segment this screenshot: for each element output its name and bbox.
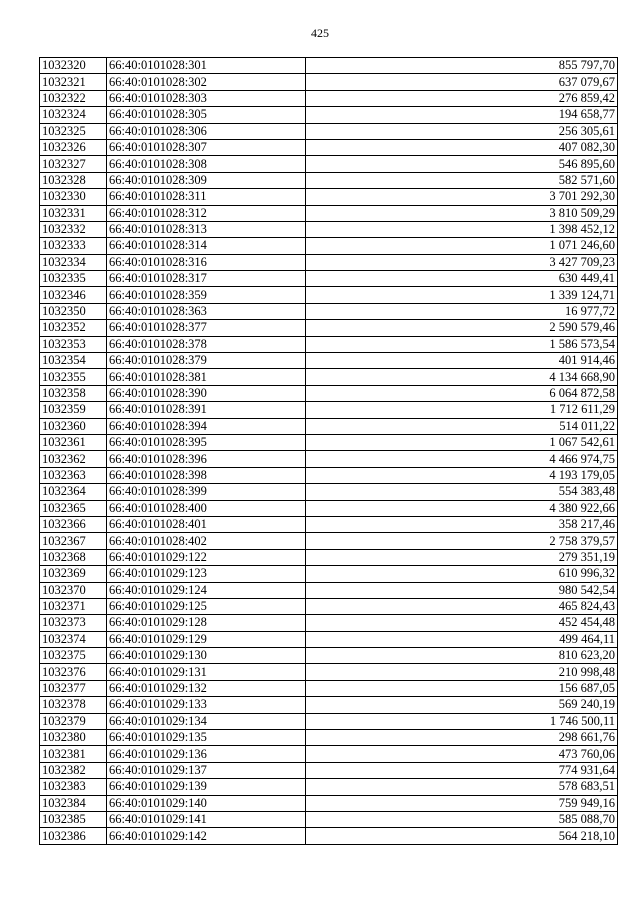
row-number-cell: 1032376 xyxy=(40,664,107,680)
table-row xyxy=(40,697,618,713)
value-cell: 4 134 668,90 xyxy=(306,369,618,385)
value-cell: 4 466 974,75 xyxy=(306,451,618,467)
cadastral-number-cell: 66:40:0101028:316 xyxy=(107,254,306,270)
cadastral-number-cell: 66:40:0101029:125 xyxy=(107,598,306,614)
value-cell: 1 712 611,29 xyxy=(306,402,618,418)
row-number-cell: 1032364 xyxy=(40,484,107,500)
value-cell: 578 683,51 xyxy=(306,779,618,795)
table-row xyxy=(40,730,618,746)
table-row xyxy=(40,566,618,582)
table-row xyxy=(40,402,618,418)
value-cell: 637 079,67 xyxy=(306,74,618,90)
cadastral-number-cell: 66:40:0101028:306 xyxy=(107,123,306,139)
row-number-cell: 1032331 xyxy=(40,205,107,221)
cadastral-number-cell: 66:40:0101028:390 xyxy=(107,385,306,401)
table-row xyxy=(40,533,618,549)
table-row xyxy=(40,615,618,631)
cadastral-number-cell: 66:40:0101028:400 xyxy=(107,500,306,516)
row-number-cell: 1032324 xyxy=(40,107,107,123)
row-number-cell: 1032334 xyxy=(40,254,107,270)
value-cell: 3 427 709,23 xyxy=(306,254,618,270)
cadastral-number-cell: 66:40:0101028:399 xyxy=(107,484,306,500)
value-cell: 407 082,30 xyxy=(306,139,618,155)
row-number-cell: 1032366 xyxy=(40,516,107,532)
table-row xyxy=(40,549,618,565)
row-number-cell: 1032333 xyxy=(40,238,107,254)
row-number-cell: 1032369 xyxy=(40,566,107,582)
table-row xyxy=(40,205,618,221)
table-row xyxy=(40,336,618,352)
cadastral-number-cell: 66:40:0101028:303 xyxy=(107,90,306,106)
value-cell: 610 996,32 xyxy=(306,566,618,582)
table-row xyxy=(40,484,618,500)
table-row xyxy=(40,156,618,172)
value-cell: 401 914,46 xyxy=(306,353,618,369)
table-row xyxy=(40,713,618,729)
table-row xyxy=(40,238,618,254)
cadastral-number-cell: 66:40:0101029:130 xyxy=(107,648,306,664)
row-number-cell: 1032368 xyxy=(40,549,107,565)
table-row xyxy=(40,418,618,434)
value-cell: 6 064 872,58 xyxy=(306,385,618,401)
row-number-cell: 1032346 xyxy=(40,287,107,303)
cadastral-number-cell: 66:40:0101028:359 xyxy=(107,287,306,303)
value-cell: 564 218,10 xyxy=(306,828,618,844)
row-number-cell: 1032380 xyxy=(40,730,107,746)
row-number-cell: 1032362 xyxy=(40,451,107,467)
table-row xyxy=(40,320,618,336)
table-row xyxy=(40,172,618,188)
cadastral-number-cell: 66:40:0101029:129 xyxy=(107,631,306,647)
cadastral-number-cell: 66:40:0101029:137 xyxy=(107,762,306,778)
row-number-cell: 1032384 xyxy=(40,795,107,811)
cadastral-number-cell: 66:40:0101029:123 xyxy=(107,566,306,582)
row-number-cell: 1032370 xyxy=(40,582,107,598)
cadastral-number-cell: 66:40:0101029:122 xyxy=(107,549,306,565)
cadastral-number-cell: 66:40:0101028:391 xyxy=(107,402,306,418)
row-number-cell: 1032379 xyxy=(40,713,107,729)
table-row xyxy=(40,353,618,369)
cadastral-number-cell: 66:40:0101028:317 xyxy=(107,271,306,287)
value-cell: 452 454,48 xyxy=(306,615,618,631)
table-row xyxy=(40,516,618,532)
value-cell: 554 383,48 xyxy=(306,484,618,500)
value-cell: 3 701 292,30 xyxy=(306,189,618,205)
value-cell: 1 398 452,12 xyxy=(306,221,618,237)
row-number-cell: 1032320 xyxy=(40,58,107,74)
row-number-cell: 1032378 xyxy=(40,697,107,713)
row-number-cell: 1032353 xyxy=(40,336,107,352)
table-row xyxy=(40,779,618,795)
table-row xyxy=(40,762,618,778)
cadastral-number-cell: 66:40:0101028:396 xyxy=(107,451,306,467)
value-cell: 1 746 500,11 xyxy=(306,713,618,729)
cadastral-number-cell: 66:40:0101028:311 xyxy=(107,189,306,205)
value-cell: 2 590 579,46 xyxy=(306,320,618,336)
value-cell: 2 758 379,57 xyxy=(306,533,618,549)
value-cell: 279 351,19 xyxy=(306,549,618,565)
value-cell: 1 067 542,61 xyxy=(306,434,618,450)
value-cell: 276 859,42 xyxy=(306,90,618,106)
table-row xyxy=(40,107,618,123)
row-number-cell: 1032330 xyxy=(40,189,107,205)
table-row xyxy=(40,385,618,401)
row-number-cell: 1032350 xyxy=(40,303,107,319)
table-row xyxy=(40,451,618,467)
cadastral-number-cell: 66:40:0101028:379 xyxy=(107,353,306,369)
value-cell: 499 464,11 xyxy=(306,631,618,647)
value-cell: 1 586 573,54 xyxy=(306,336,618,352)
cadastral-number-cell: 66:40:0101029:134 xyxy=(107,713,306,729)
row-number-cell: 1032325 xyxy=(40,123,107,139)
cadastral-number-cell: 66:40:0101028:381 xyxy=(107,369,306,385)
table-row xyxy=(40,746,618,762)
cadastral-number-cell: 66:40:0101028:307 xyxy=(107,139,306,155)
value-cell: 156 687,05 xyxy=(306,680,618,696)
row-number-cell: 1032363 xyxy=(40,467,107,483)
cadastral-number-cell: 66:40:0101029:142 xyxy=(107,828,306,844)
table-row xyxy=(40,139,618,155)
cadastral-number-cell: 66:40:0101029:132 xyxy=(107,680,306,696)
row-number-cell: 1032385 xyxy=(40,811,107,827)
table-row xyxy=(40,631,618,647)
cadastral-number-cell: 66:40:0101029:128 xyxy=(107,615,306,631)
table-row xyxy=(40,828,618,844)
page-number: 425 xyxy=(311,26,329,40)
table-row xyxy=(40,189,618,205)
cadastral-number-cell: 66:40:0101028:308 xyxy=(107,156,306,172)
value-cell: 810 623,20 xyxy=(306,648,618,664)
table-row xyxy=(40,582,618,598)
value-cell: 16 977,72 xyxy=(306,303,618,319)
value-cell: 1 339 124,71 xyxy=(306,287,618,303)
row-number-cell: 1032335 xyxy=(40,271,107,287)
table-row xyxy=(40,221,618,237)
value-cell: 210 998,48 xyxy=(306,664,618,680)
table-row xyxy=(40,467,618,483)
table-row xyxy=(40,680,618,696)
table-row xyxy=(40,123,618,139)
cadastral-number-cell: 66:40:0101029:135 xyxy=(107,730,306,746)
value-cell: 3 810 509,29 xyxy=(306,205,618,221)
table-row xyxy=(40,254,618,270)
value-cell: 514 011,22 xyxy=(306,418,618,434)
cadastral-number-cell: 66:40:0101028:378 xyxy=(107,336,306,352)
value-cell: 582 571,60 xyxy=(306,172,618,188)
table-row xyxy=(40,434,618,450)
row-number-cell: 1032382 xyxy=(40,762,107,778)
value-cell: 473 760,06 xyxy=(306,746,618,762)
row-number-cell: 1032328 xyxy=(40,172,107,188)
cadastral-number-cell: 66:40:0101028:401 xyxy=(107,516,306,532)
cadastral-number-cell: 66:40:0101029:131 xyxy=(107,664,306,680)
table-row xyxy=(40,648,618,664)
cadastral-number-cell: 66:40:0101029:139 xyxy=(107,779,306,795)
cadastral-number-cell: 66:40:0101028:309 xyxy=(107,172,306,188)
row-number-cell: 1032371 xyxy=(40,598,107,614)
row-number-cell: 1032381 xyxy=(40,746,107,762)
table-row xyxy=(40,271,618,287)
value-cell: 298 661,76 xyxy=(306,730,618,746)
value-cell: 759 949,16 xyxy=(306,795,618,811)
value-cell: 4 380 922,66 xyxy=(306,500,618,516)
table-row xyxy=(40,598,618,614)
row-number-cell: 1032358 xyxy=(40,385,107,401)
table-row xyxy=(40,74,618,90)
value-cell: 585 088,70 xyxy=(306,811,618,827)
row-number-cell: 1032386 xyxy=(40,828,107,844)
cadastral-number-cell: 66:40:0101028:395 xyxy=(107,434,306,450)
cadastral-number-cell: 66:40:0101028:398 xyxy=(107,467,306,483)
cadastral-number-cell: 66:40:0101028:302 xyxy=(107,74,306,90)
cadastral-number-cell: 66:40:0101029:133 xyxy=(107,697,306,713)
registry-table xyxy=(39,57,618,845)
row-number-cell: 1032365 xyxy=(40,500,107,516)
value-cell: 358 217,46 xyxy=(306,516,618,532)
value-cell: 256 305,61 xyxy=(306,123,618,139)
table-row xyxy=(40,500,618,516)
cadastral-number-cell: 66:40:0101028:301 xyxy=(107,58,306,74)
row-number-cell: 1032355 xyxy=(40,369,107,385)
cadastral-number-cell: 66:40:0101028:314 xyxy=(107,238,306,254)
row-number-cell: 1032361 xyxy=(40,434,107,450)
row-number-cell: 1032354 xyxy=(40,353,107,369)
value-cell: 4 193 179,05 xyxy=(306,467,618,483)
table-row xyxy=(40,369,618,385)
cadastral-number-cell: 66:40:0101029:141 xyxy=(107,811,306,827)
cadastral-number-cell: 66:40:0101028:312 xyxy=(107,205,306,221)
value-cell: 774 931,64 xyxy=(306,762,618,778)
row-number-cell: 1032322 xyxy=(40,90,107,106)
cadastral-number-cell: 66:40:0101028:363 xyxy=(107,303,306,319)
table-row xyxy=(40,287,618,303)
row-number-cell: 1032360 xyxy=(40,418,107,434)
cadastral-number-cell: 66:40:0101029:140 xyxy=(107,795,306,811)
cadastral-number-cell: 66:40:0101028:377 xyxy=(107,320,306,336)
value-cell: 569 240,19 xyxy=(306,697,618,713)
table-row xyxy=(40,795,618,811)
registry-table-body xyxy=(40,58,618,845)
cadastral-number-cell: 66:40:0101028:313 xyxy=(107,221,306,237)
value-cell: 546 895,60 xyxy=(306,156,618,172)
row-number-cell: 1032327 xyxy=(40,156,107,172)
row-number-cell: 1032326 xyxy=(40,139,107,155)
table-row xyxy=(40,664,618,680)
cadastral-number-cell: 66:40:0101028:305 xyxy=(107,107,306,123)
table-row xyxy=(40,58,618,74)
value-cell: 980 542,54 xyxy=(306,582,618,598)
value-cell: 194 658,77 xyxy=(306,107,618,123)
table-row xyxy=(40,303,618,319)
value-cell: 465 824,43 xyxy=(306,598,618,614)
value-cell: 630 449,41 xyxy=(306,271,618,287)
row-number-cell: 1032321 xyxy=(40,74,107,90)
row-number-cell: 1032377 xyxy=(40,680,107,696)
row-number-cell: 1032359 xyxy=(40,402,107,418)
row-number-cell: 1032374 xyxy=(40,631,107,647)
table-row xyxy=(40,811,618,827)
cadastral-number-cell: 66:40:0101029:124 xyxy=(107,582,306,598)
row-number-cell: 1032367 xyxy=(40,533,107,549)
table-row xyxy=(40,90,618,106)
row-number-cell: 1032383 xyxy=(40,779,107,795)
cadastral-number-cell: 66:40:0101028:394 xyxy=(107,418,306,434)
cadastral-number-cell: 66:40:0101028:402 xyxy=(107,533,306,549)
row-number-cell: 1032352 xyxy=(40,320,107,336)
value-cell: 855 797,70 xyxy=(306,58,618,74)
row-number-cell: 1032373 xyxy=(40,615,107,631)
value-cell: 1 071 246,60 xyxy=(306,238,618,254)
cadastral-number-cell: 66:40:0101029:136 xyxy=(107,746,306,762)
row-number-cell: 1032332 xyxy=(40,221,107,237)
row-number-cell: 1032375 xyxy=(40,648,107,664)
